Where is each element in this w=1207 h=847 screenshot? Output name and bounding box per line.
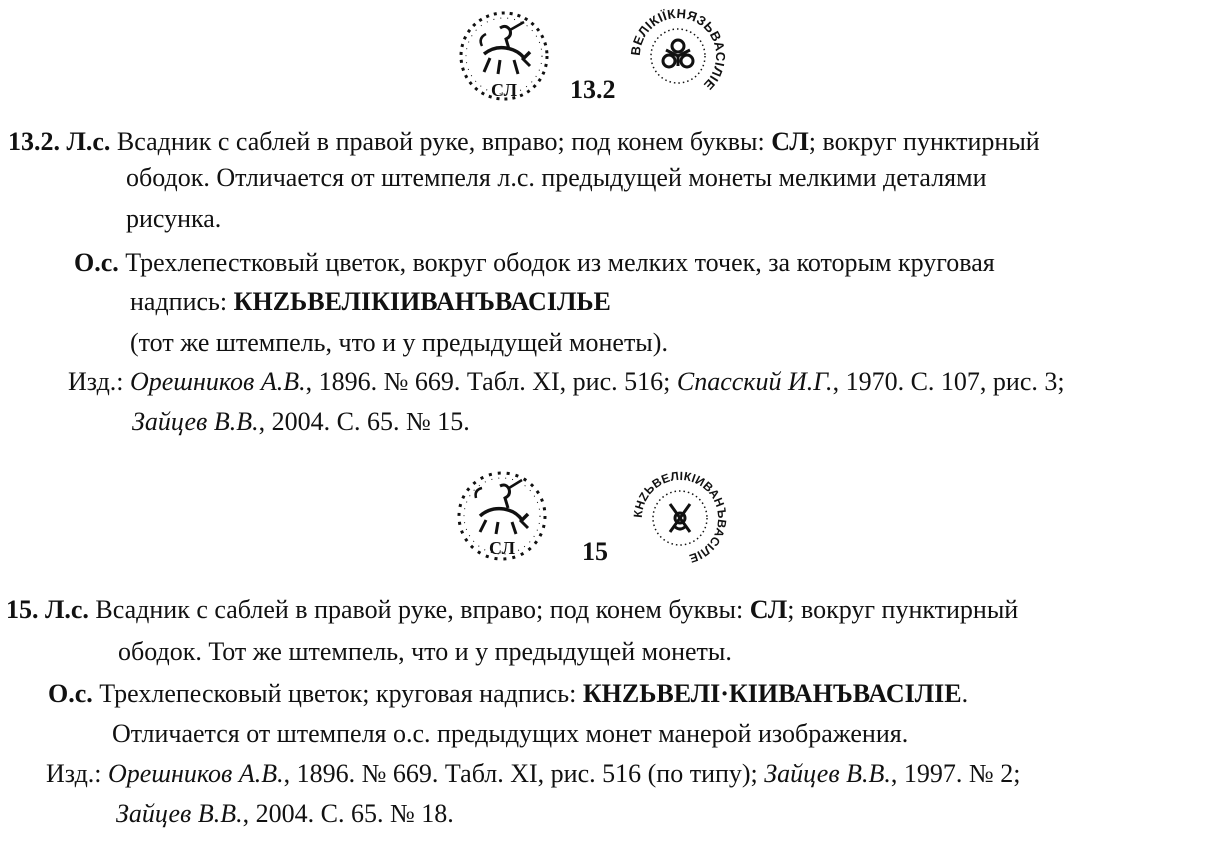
entry-15-obverse-line-2: ободок. Тот же штемпель, что и у предыдущей монеты. xyxy=(118,637,732,666)
coin-15-obverse-drawing xyxy=(454,468,550,564)
publication-ref: , 1896. № 669. Табл. XI, рис. 516; xyxy=(305,367,671,396)
entry-13-2-reverse-line-3: (тот же штемпель, что и у предыдущей монеты). xyxy=(130,328,668,357)
reverse-inscription: КНZЬВЕЛІ·КІИВАНЪВАСІЛІЕ xyxy=(582,679,962,708)
obverse-label: Л.с. xyxy=(45,595,89,624)
publication-ref: , 1896. № 669. Табл. XI, рис. 516 (по типу); xyxy=(283,759,758,788)
entry-number: 13.2. xyxy=(8,127,60,156)
obverse-description: Всадник с саблей в правой руке, вправо; под конем буквы: xyxy=(116,127,765,156)
obverse-letters: СЛ xyxy=(749,595,788,624)
obverse-letters: СЛ xyxy=(771,127,809,156)
coin-13-2-reverse-legend: ВЕЛІКІЇКНЯЗЬВАСІЛІЕ xyxy=(628,6,728,94)
publication-author: Орешников А.В. xyxy=(108,759,284,788)
entry-13-2-publications-line-1 xyxy=(68,366,1065,398)
entry-15-reverse-line-1 xyxy=(48,678,968,710)
publication-ref: , 2004. С. 65. № 15. xyxy=(258,407,470,436)
publication-author: Зайцев В.В. xyxy=(132,407,259,436)
coin-13-2-reverse-drawing xyxy=(628,6,728,106)
reverse-inscription: КНZЬВЕЛІКІИВАНЪВАСІЛЬЕ xyxy=(233,287,611,316)
publications-label: Изд.: xyxy=(68,367,124,396)
publication-ref: , 1997. № 2; xyxy=(890,759,1021,788)
entry-15-publications-line-1 xyxy=(46,758,1020,790)
entry-number: 15. xyxy=(6,595,39,624)
entry-13-2-reverse-line-2 xyxy=(130,286,611,318)
figure-label-13-2: 13.2 xyxy=(570,75,616,104)
entry-13-2-publications-line-2 xyxy=(132,406,470,438)
reverse-inscription-prefix: надпись: xyxy=(130,287,228,316)
publication-ref: , 2004. С. 65. № 18. xyxy=(242,799,454,828)
publications-label: Изд.: xyxy=(46,759,102,788)
obverse-label: Л.с. xyxy=(66,127,111,156)
publication-author: Зайцев В.В. xyxy=(764,759,891,788)
figure-label-15: 15 xyxy=(582,537,608,566)
entry-13-2-obverse-line-2: ободок. Отличается от штемпеля л.с. предыдущей монеты мелкими деталями xyxy=(126,163,987,192)
svg-text:ВЕЛІКІЇКНЯЗЬВАСІЛІЕ xyxy=(628,6,728,93)
obverse-description: Всадник с саблей в правой руке, вправо; под конем буквы: xyxy=(95,595,744,624)
flower-icon xyxy=(670,504,690,532)
publication-author: Спасский И.Г. xyxy=(676,367,833,396)
entry-13-2-reverse-line-1 xyxy=(74,247,995,279)
entry-15-publications-line-2 xyxy=(116,798,454,830)
reverse-description: Трехлепестковый цветок, вокруг ободок из мелких точек, за которым круговая xyxy=(125,248,995,277)
coin-15-reverse-drawing xyxy=(630,468,730,568)
entry-15-reverse-line-2: Отличается от штемпеля о.с. предыдущих монет манерой изображения. xyxy=(112,719,909,748)
reverse-description: Трехлепесковый цветок; круговая надпись: xyxy=(99,679,577,708)
entry-15-obverse-line-1 xyxy=(6,594,1018,626)
flower-icon xyxy=(663,40,693,67)
entry-13-2-obverse-line-3: рисунка. xyxy=(126,204,222,233)
publication-author: Орешников А.В. xyxy=(130,367,306,396)
coin-15-obverse-letters: СЛ xyxy=(489,538,515,558)
entry-13-2-obverse-line-1 xyxy=(8,126,1040,158)
coin-13-2-obverse-drawing xyxy=(456,8,552,104)
obverse-description-cont: ; вокруг пунктирный xyxy=(787,595,1019,624)
publication-author: Зайцев В.В. xyxy=(116,799,243,828)
reverse-description-end: . xyxy=(961,679,969,708)
publication-ref: , 1970. С. 107, рис. 3; xyxy=(832,367,1065,396)
reverse-label: О.с. xyxy=(48,679,93,708)
reverse-label: О.с. xyxy=(74,248,119,277)
coin-15-reverse-legend: КНZЬВЕЛІКІИВАНЪВАСІЛІЕ xyxy=(630,468,730,566)
obverse-description-cont: ; вокруг пунктирный xyxy=(808,127,1040,156)
coin-13-2-obverse-letters: СЛ xyxy=(491,80,517,100)
